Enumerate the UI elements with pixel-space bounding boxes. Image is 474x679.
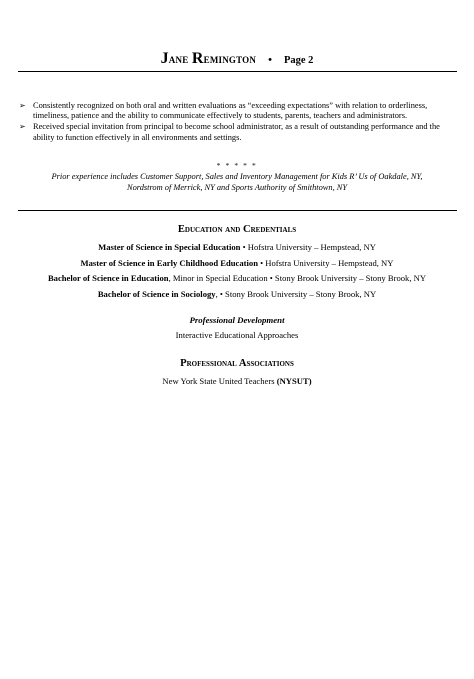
degree-name: Bachelor of Science in Education: [47, 273, 169, 284]
header-rule: [18, 71, 457, 72]
association-org: New York State United Teachers: [162, 376, 277, 386]
degree-name: Master of Science in Early Childhood Education: [80, 257, 258, 268]
associations-title: Professional Associations: [180, 358, 294, 369]
association-entry: [0, 376, 474, 386]
prior-experience-line: Prior experience includes Customer Support, Sales and Inventory Management for Kids R’ Us of Oakdale, NY,: [51, 172, 423, 181]
education-entry: [0, 240, 474, 256]
association-abbr: (NYSUT): [276, 376, 312, 386]
bullet-text: Consistently recognized on both oral and written evaluations as “exceeding expectations” with relation to orderliness, timeliness, patience and the ability to communicate effectively to students, parents, teachers and administrators.: [33, 101, 428, 121]
page-header: [0, 50, 474, 68]
achievement-list: [18, 101, 458, 144]
education-list: [0, 240, 474, 302]
name-last-rest: emington: [203, 51, 257, 66]
arrow-bullet-icon: ➢: [19, 122, 26, 132]
prior-experience-line: Nordstrom of Merrick, NY and Sports Authority of Smithtown, NY: [126, 182, 348, 192]
name-last-initial: R: [191, 50, 204, 67]
professional-development-title: Professional Development: [189, 315, 285, 325]
name-first-rest: ane: [168, 51, 189, 66]
applicant-name: [161, 51, 256, 66]
education-entry: [0, 271, 474, 287]
education-entry: [0, 256, 474, 272]
prior-experience: [0, 172, 474, 193]
header-separator: •: [268, 54, 272, 66]
degree-details: , Minor in Special Education • Stony Brook University – Stony Brook, NY: [168, 273, 427, 284]
degree-details: , • Stony Brook University – Stony Brook, NY: [215, 288, 377, 299]
section-rule: [18, 210, 457, 211]
degree-details: • Hofstra University – Hempstead, NY: [257, 257, 394, 268]
star-divider: * * * * *: [216, 161, 258, 170]
name-first-initial: J: [160, 50, 169, 67]
education-title: Education and Credentials: [177, 224, 297, 235]
bullet-text: Received special invitation from principal to become school administrator, as a result of outstanding performance and the ability to function effectively in all environments and settings.: [33, 122, 440, 142]
list-item: [18, 101, 458, 122]
arrow-bullet-icon: ➢: [19, 101, 26, 110]
degree-details: • Hofstra University – Hempstead, NY: [240, 242, 376, 252]
education-entry: [0, 287, 474, 303]
professional-development-item: Interactive Educational Approaches: [175, 330, 299, 340]
degree-name: Bachelor of Science in Sociology: [97, 288, 216, 299]
list-item: [18, 122, 458, 143]
page-number: Page 2: [283, 55, 314, 66]
degree-name: Master of Science in Special Education: [98, 242, 241, 252]
